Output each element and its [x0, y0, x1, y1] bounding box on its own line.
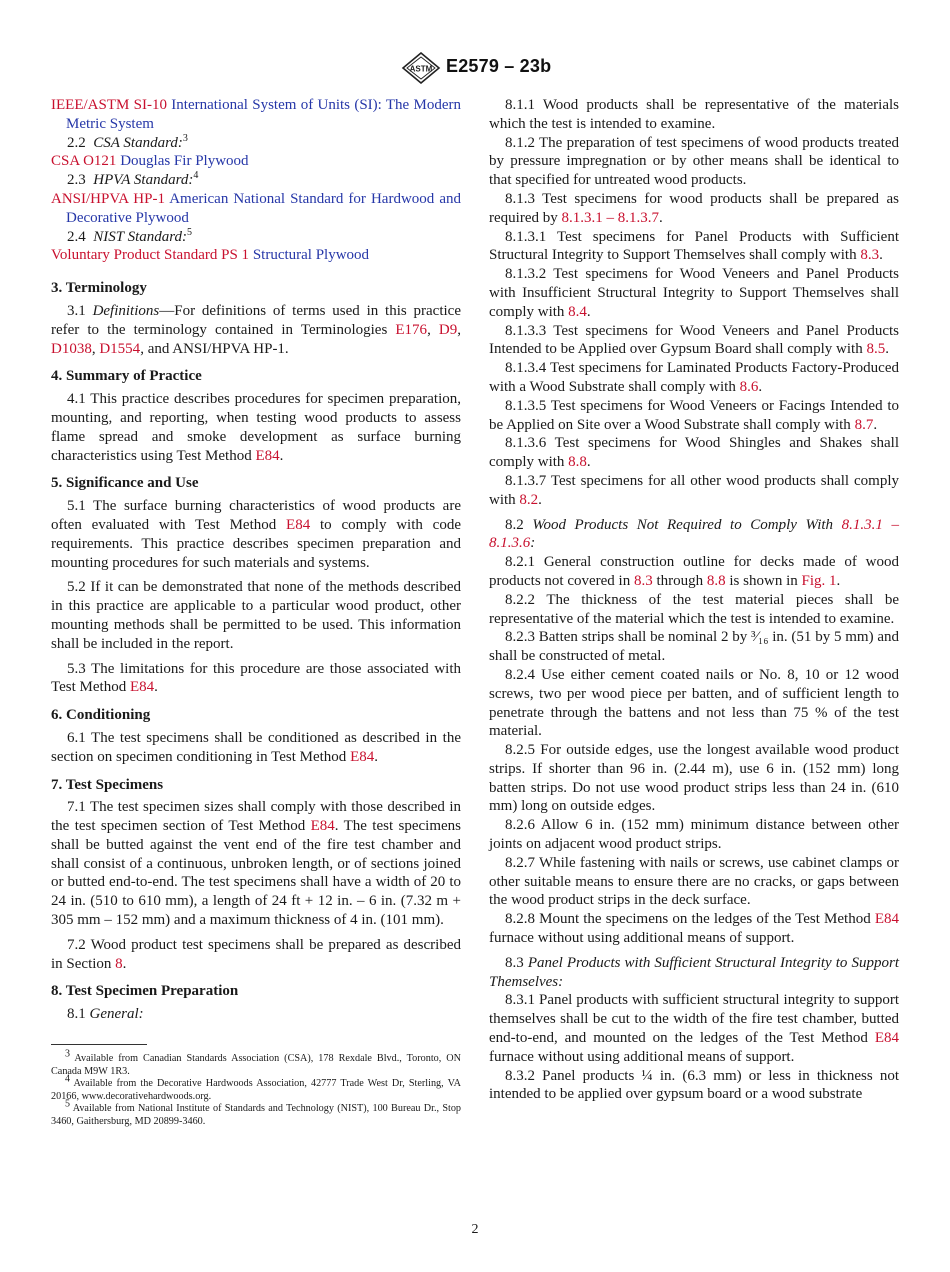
link-e176[interactable]: E176: [395, 321, 428, 338]
document-designation: E2579 – 23b: [446, 56, 552, 76]
para-8-1-2: 8.1.2 The preparation of test specimens of wood products treated by pressure impregnation or by other means shall be identical to that specified for untreated wood products.: [489, 134, 899, 189]
para-8-1-3-4: 8.1.3.4 Test specimens for Laminated Products Factory-Produced with a Wood Substrate shall comply with 8.6.: [489, 360, 899, 395]
right-column: [489, 96, 899, 1104]
para-6-1: 6.1 The test specimens shall be conditioned as described in the section on specimen conditioning in Test Method E84.: [51, 729, 461, 765]
para-4-1: 4.1 This practice describes procedures for specimen preparation, mounting, and reporting, when testing wood products to assess flame spread and smoke development as surface burning characteristics using Test Method E84.: [51, 391, 461, 464]
footnote-4: $^4$ Available from the Decorative Hardwoods Association, 42777 Trade West Dr, Sterling, VA 20166, www.decorativehardwoods.org.: [51, 1073, 461, 1102]
footnote-ref-3[interactable]: 3: [182, 132, 188, 144]
link-d1038[interactable]: D1038: [51, 340, 92, 357]
ref-csa-o121: [51, 152, 461, 171]
ref-hpva-hp1: [51, 190, 461, 228]
para-7-1: 7.1 The test specimen sizes shall comply with those described in the test specimen section of Test Method E84. The test specimens shall be butted against the vent end of the fire test chamber and shall consist of a continuous, unbroken length, or of sections joined or butted end-to-end. The test specimens shall have a width of 20 to 24 in. (510 to 610 mm), a length of 24 ft + 12 in. – 6 in. (7.32 m + 305 mm – 152 mm) and a maximum thickness of 4 in. (101 mm).: [51, 799, 461, 929]
hpva-code-link[interactable]: ANSI/HPVA HP-1: [51, 190, 165, 207]
para-8-2-6: 8.2.6 Allow 6 in. (152 mm) minimum distance between other joints on adjacent wood product strips.: [489, 817, 899, 853]
link-8-7[interactable]: 8.7: [854, 416, 874, 433]
para-8-3-1: 8.3.1 Panel products with sufficient structural integrity to support themselves shall be cut to the width of the fire test chamber, butted end-to-end, and mounted on the ledges of the Test Method E84 furnace without using additional means of support.: [489, 992, 899, 1065]
para-8-1-3-1: 8.1.3.1 Test specimens for Panel Products with Sufficient Structural Integrity to Support Themselves shall comply with 8.3.: [489, 228, 899, 264]
para-8-2-2: 8.2.2 The thickness of the test material pieces shall be representative of the material which the test is intended to examine.: [489, 591, 899, 627]
para-8-1-3-5: 8.1.3.5 Test specimens for Wood Veneers or Facings Intended to be Applied on Site over a Wood Substrate shall comply with 8.7.: [489, 397, 899, 433]
link-8-3[interactable]: 8.3: [633, 572, 653, 589]
page-number: 2: [471, 1222, 479, 1237]
link-d1554[interactable]: D1554: [99, 340, 141, 357]
footnote-ref-4[interactable]: 4: [193, 170, 199, 182]
nist-standard-heading: 2.4 NIST Standard:$^5$: [67, 226, 193, 245]
footnote-5: $^5$ Available from National Institute of Standards and Technology (NIST), 100 Bureau Dr., Stop 3460, Gaithersburg, MD 20899-3460.: [51, 1099, 462, 1128]
csa-title-link[interactable]: Douglas Fir Plywood: [120, 153, 249, 170]
ieee-code-link[interactable]: IEEE/ASTM SI-10: [51, 97, 167, 113]
link-8-2[interactable]: 8.2: [519, 491, 539, 508]
link-e84[interactable]: E84: [874, 1030, 899, 1047]
para-7-2: 7.2 Wood product test specimens shall be prepared as described in Section 8.: [51, 936, 461, 972]
link-e84[interactable]: E84: [874, 911, 899, 928]
link-8-4[interactable]: 8.4: [568, 303, 587, 320]
para-8-2-3: 8.2.3 Batten strips shall be nominal 2 by ³⁄₁₆ in. (51 by 5 mm) and shall be constructed of metal.: [489, 629, 899, 665]
para-5-2: 5.2 If it can be demonstrated that none of the methods described in this practice are applicable to a particular wood product, other mounting methods shall be permitted to be used. This information shall be included in the report.: [51, 579, 461, 652]
para-8-2-4: 8.2.4 Use either cement coated nails or No. 8, 10 or 12 wood screws, two per wood piece per batten, and of sufficient length to penetrate through the battens and not less than 75 % of the test material.: [489, 666, 899, 740]
para-8-1-1: 8.1.1 Wood products shall be representative of the materials which the test is intended to examine.: [489, 97, 899, 132]
link-8-8[interactable]: 8.8: [706, 572, 726, 589]
nist-code-link[interactable]: Voluntary Product Standard PS 1: [51, 247, 250, 264]
ref-nist-ps1: [51, 246, 461, 265]
link-e84[interactable]: E84: [310, 818, 335, 835]
section-8-heading: 8. Test Specimen Preparation: [51, 983, 239, 1000]
ieee-title-link[interactable]: International System of Units (SI): The Modern Metric System: [66, 97, 461, 132]
para-8-3-2: 8.3.2 Panel products ¼ in. (6.3 mm) or less in thickness not intended to be applied over gypsum board or a wood substrate: [489, 1067, 899, 1103]
link-d9[interactable]: D9: [438, 321, 458, 338]
para-8-2-7: 8.2.7 While fastening with nails or screws, use cabinet clamps or other suitable means to ensure there are no cracks, or gaps between the wood product strips in the deck surface.: [489, 854, 899, 909]
link-8-1-3-1-to-8-1-3-7[interactable]: 8.1.3.1 – 8.1.3.7: [561, 209, 659, 226]
link-8-5[interactable]: 8.5: [866, 341, 886, 358]
left-column: [51, 96, 461, 1129]
para-8-3: 8.3 Panel Products with Sufficient Structural Integrity to Support Themselves:: [489, 954, 899, 990]
link-e84[interactable]: E84: [350, 748, 375, 765]
section-6-heading: 6. Conditioning: [51, 707, 151, 724]
para-8-2-1: 8.2.1 General construction outline for decks made of wood products not covered in 8.3 through 8.8 is shown in Fig. 1.: [489, 554, 899, 589]
page-header: [0, 52, 950, 86]
footnote-ref-5[interactable]: 5: [187, 226, 193, 238]
para-3-1: 3.1 Definitions—For definitions of terms used in this practice refer to the terminology contained in Terminologies E176, D9, D1038, D1554, and ANSI/HPVA HP-1.: [51, 302, 461, 357]
para-8-2-5: 8.2.5 For outside edges, use the longest available wood product strips. If shorter than 96 in. (2.44 m), use 6 in. (152 mm) long batten strips. Do not use wood product strips less than 24 in. (610 mm) long on outside edges.: [489, 742, 899, 815]
footnote-divider: [51, 1044, 147, 1045]
link-fig-1[interactable]: Fig. 1: [801, 572, 837, 589]
link-8-1-3-1-to-8-1-3-6[interactable]: 8.1.3.1 – 8.1.3.6: [489, 516, 899, 552]
section-7-heading: 7. Test Specimens: [51, 776, 164, 793]
section-3-heading: 3. Terminology: [51, 280, 147, 297]
para-8-2: 8.2 Wood Products Not Required to Comply With 8.1.3.1 – 8.1.3.6:: [489, 516, 899, 552]
para-8-1-3: 8.1.3 Test specimens for wood products shall be prepared as required by 8.1.3.1 – 8.1.3.7.: [489, 190, 899, 226]
para-8-1-3-7: 8.1.3.7 Test specimens for all other wood products shall comply with 8.2.: [489, 472, 899, 508]
link-8-6[interactable]: 8.6: [739, 378, 759, 395]
link-e84[interactable]: E84: [255, 447, 280, 464]
svg-text:ASTM: ASTM: [409, 64, 433, 74]
para-8-1-3-3: 8.1.3.3 Test specimens for Wood Veneers and Panel Products Intended to be Applied over Gypsum Board shall comply with 8.5.: [489, 322, 899, 358]
csa-code-link[interactable]: CSA O121: [51, 153, 117, 170]
link-8-8[interactable]: 8.8: [568, 454, 587, 471]
para-8-2-8: 8.2.8 Mount the specimens on the ledges of the Test Method E84 furnace without using additional means of support.: [489, 911, 899, 947]
footnote-3: $^3$ Available from Canadian Standards Association (CSA), 178 Rexdale Blvd., Toronto, ON Canada M9W 1R3.: [51, 1048, 461, 1077]
nist-title-link[interactable]: Structural Plywood: [252, 247, 370, 264]
para-8-1: 8.1 General:: [67, 1006, 144, 1023]
link-8-3[interactable]: 8.3: [860, 247, 880, 264]
csa-standard-heading: 2.2 CSA Standard:$^3$: [67, 132, 188, 151]
section-5-heading: 5. Significance and Use: [51, 475, 199, 492]
hpva-title-link[interactable]: American National Standard for Hardwood and Decorative Plywood: [66, 190, 461, 226]
para-5-3: 5.3 The limitations for this procedure are those associated with Test Method E84.: [51, 660, 461, 696]
link-e84[interactable]: E84: [286, 516, 311, 533]
para-8-1-3-2: 8.1.3.2 Test specimens for Wood Veneers and Panel Products with Insufficient Structural Integrity to Support Themselves shall comply with 8.4.: [489, 266, 899, 320]
ref-ieee-si10: [51, 96, 461, 134]
para-8-1-3-6: 8.1.3.6 Test specimens for Wood Shingles and Shakes shall comply with 8.8.: [489, 435, 899, 471]
section-4-heading: 4. Summary of Practice: [51, 368, 202, 385]
hpva-standard-heading: 2.3 HPVA Standard:$^4$: [67, 170, 199, 189]
link-e84[interactable]: E84: [129, 679, 155, 696]
link-section-8[interactable]: 8: [115, 955, 123, 972]
para-5-1: 5.1 The surface burning characteristics of wood products are often evaluated with Test Method E84 to comply with code requirements. This practice describes specimen preparation and mounting procedures for such materials and systems.: [51, 498, 461, 571]
astm-logo-icon: [401, 52, 441, 84]
